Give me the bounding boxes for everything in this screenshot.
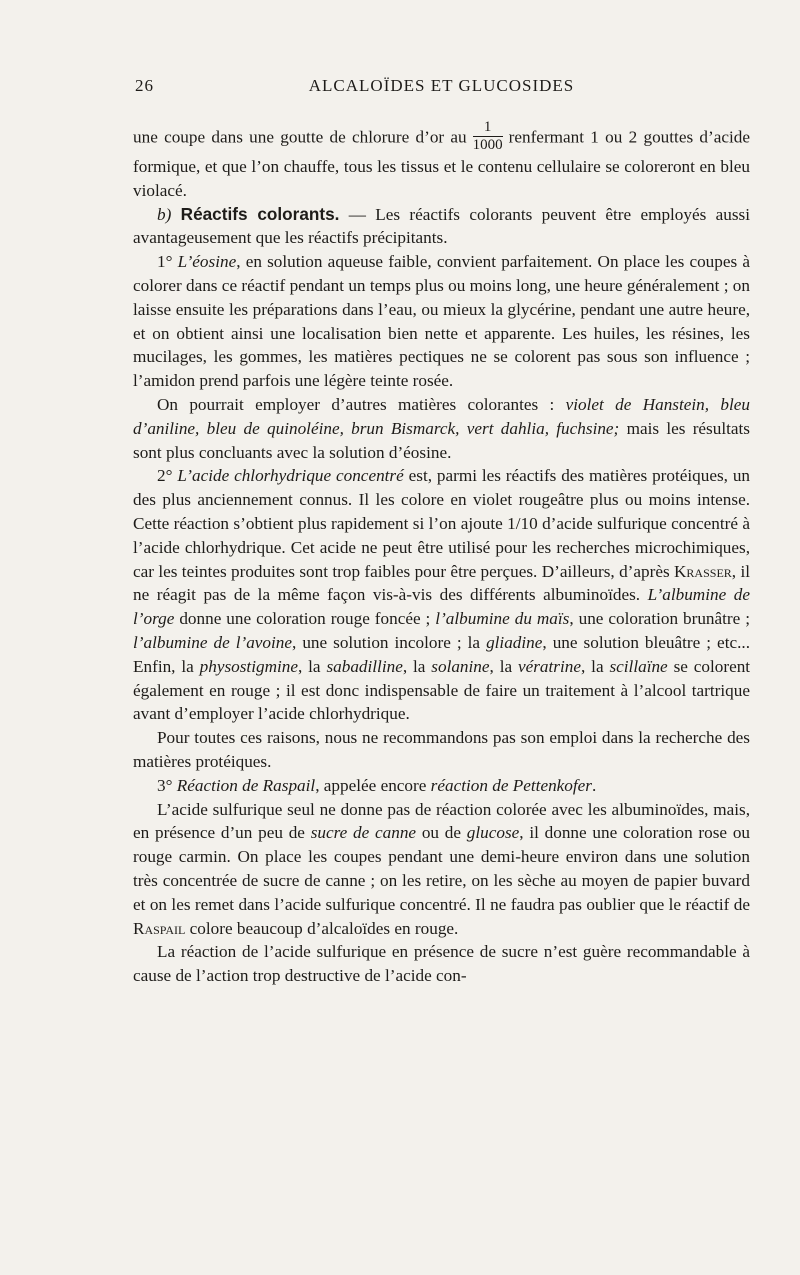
term-albumine-mais: l’albumine du maïs (435, 609, 570, 629)
p4-text-a: On pourrait employer d’autres matières colorantes : (157, 394, 555, 414)
p5-text-e: , une solution incolore ; la (292, 632, 481, 652)
paragraph-1 (133, 119, 750, 203)
term-sabadilline: sabadilline (326, 656, 403, 676)
p8-text-c: , il donne une coloration rose ou rouge carmin. On place les coupes pendant une demi-heure environ dans une solution très concentrée de sucre de canne ; on les retire, on les sèche au moyen de papier buvard et on les remet dans l’acide sulfurique concentré. Il ne faudra pas oublier que le réactif de (133, 823, 751, 914)
running-title: ALCALOÏDES ET GLUCOSIDES (308, 76, 575, 95)
fraction-numerator: 1 (473, 120, 503, 137)
author-raspail: Raspail (133, 918, 186, 938)
section-label: b) (157, 204, 172, 224)
term-scillaine: scillaïne (609, 656, 668, 676)
term-albumine-avoine: l’albumine de l’avoine (133, 632, 293, 652)
p8-text-d: colore beaucoup d’alcaloïdes en rouge. (185, 918, 459, 938)
term-acide-chlorhydrique: L’acide chlorhydrique concentré (177, 466, 404, 486)
colorants-list: violet de Hanstein, bleu d’aniline, bleu de quinoléine, brun Bismarck, vert dahlia, fuchsine; (133, 394, 750, 438)
page-number: 26 (135, 76, 154, 95)
p5-text-g: , la (297, 656, 321, 676)
p7-text-a: , appelée encore (315, 775, 427, 795)
term-physostigmine: physostigmine (199, 656, 298, 676)
paragraph-6 (133, 726, 750, 774)
paragraph-7 (133, 774, 750, 798)
paragraph-5 (133, 464, 750, 726)
p2-text: — Les réactifs colorants peuvent être employés aussi avantageusement que les réactifs précipitants. (133, 204, 751, 248)
term-reaction-pettenkofer: réaction de Pettenkofer (430, 775, 592, 795)
p4-text-b: mais les résultats sont plus concluants avec la solution d’éosine. (133, 418, 750, 462)
page-body (133, 119, 751, 988)
p5-text-i: , la (489, 656, 513, 676)
term-veratrine: vératrine (517, 656, 581, 676)
item-number-3: 3° (157, 775, 173, 795)
p8-text-a: L’acide sulfurique seul ne donne pas de réaction colorée avec les albuminoïdes, mais, en présence d’un peu de (133, 799, 750, 843)
term-solanine: solanine (431, 656, 490, 676)
p5-text-b: , il ne réagit pas de la même façon vis-à-vis des différents albuminoïdes. (133, 561, 750, 605)
term-albumine-orge: L’albumine de l’orge (133, 585, 750, 629)
paragraph-3 (133, 250, 750, 393)
p5-text-k: se colorent également en rouge ; il est donc indispensable de faire un traitement à l’alcool tartrique avant d’employer l’acide chlorhydrique. (133, 656, 751, 724)
p5-text-c: donne une coloration rouge foncée ; (174, 609, 431, 629)
term-reaction-raspail: Réaction de Raspail (176, 775, 316, 795)
p3-text: , en solution aqueuse faible, convient parfaitement. On place les coupes à colorer dans ce réactif pendant un temps plus ou moins long, une heure généralement ; on laisse ensuite les préparations dans l’eau, ou mieux la glycérine, pendant une autre heure, et on obtient ainsi une localisation bien nette et apparente. Les huiles, les résines, les mucilages, les gommes, les matières pectiques ne se colorent pas sous son influence ; l’amidon prend parfois une légère teinte rosée. (133, 252, 750, 391)
p8-text-b: ou de (416, 823, 461, 843)
fraction-denominator: 1000 (472, 137, 503, 153)
term-glucose: glucose (466, 823, 520, 843)
p5-text-a: est, parmi les réactifs des matières protéiques, un des plus anciennement connus. Il les colore en violet rougeâtre plus ou moins intense. Cette réaction s’obtient plus rapidement si l’on ajoute 1/10 d’acide sulfurique concentré à l’acide chlorhydrique. Cet acide ne peut être utilisé pour les recherches microchimiques, car les teintes produites sont trop faibles pour être perçues. D’ailleurs, d’après (133, 466, 751, 581)
p5-text-j: , la (581, 656, 604, 676)
p5-text-f: , une solution bleuâtre ; etc... Enfin, la (133, 632, 750, 676)
paragraph-8 (133, 798, 750, 941)
fraction (473, 120, 503, 153)
author-krasser: Krasser (674, 561, 732, 581)
p9-text: La réaction de l’acide sulfurique en présence de sucre n’est guère recommandable à cause de l’action trop destructive de l’acide con- (133, 942, 750, 986)
section-heading: Réactifs colorants. (180, 203, 340, 224)
p7-text-b: . (591, 775, 597, 795)
paragraph-2 (133, 203, 750, 251)
paragraph-4 (133, 393, 750, 464)
p6-text: Pour toutes ces raisons, nous ne recommandons pas son emploi dans la recherche des matières protéiques. (133, 728, 750, 771)
term-eosine: L’éosine (177, 252, 237, 272)
p5-text-h: , la (402, 656, 426, 676)
p1-text-a: une coupe dans une goutte de chlorure d’or au (133, 127, 467, 147)
p5-text-d: , une coloration brunâtre ; (569, 609, 751, 629)
running-header (133, 76, 750, 100)
item-number-1: 1° (157, 252, 173, 272)
item-number-2: 2° (157, 466, 173, 486)
paragraph-9 (133, 940, 750, 988)
p1-text-b: renfermant 1 ou 2 gouttes d’acide formique, et que l’on chauffe, tous les tissus et le contenu cellulaire se coloreront en bleu violacé. (133, 127, 750, 200)
term-gliadine: gliadine (486, 632, 543, 652)
term-sucre-canne: sucre de canne (310, 823, 417, 843)
